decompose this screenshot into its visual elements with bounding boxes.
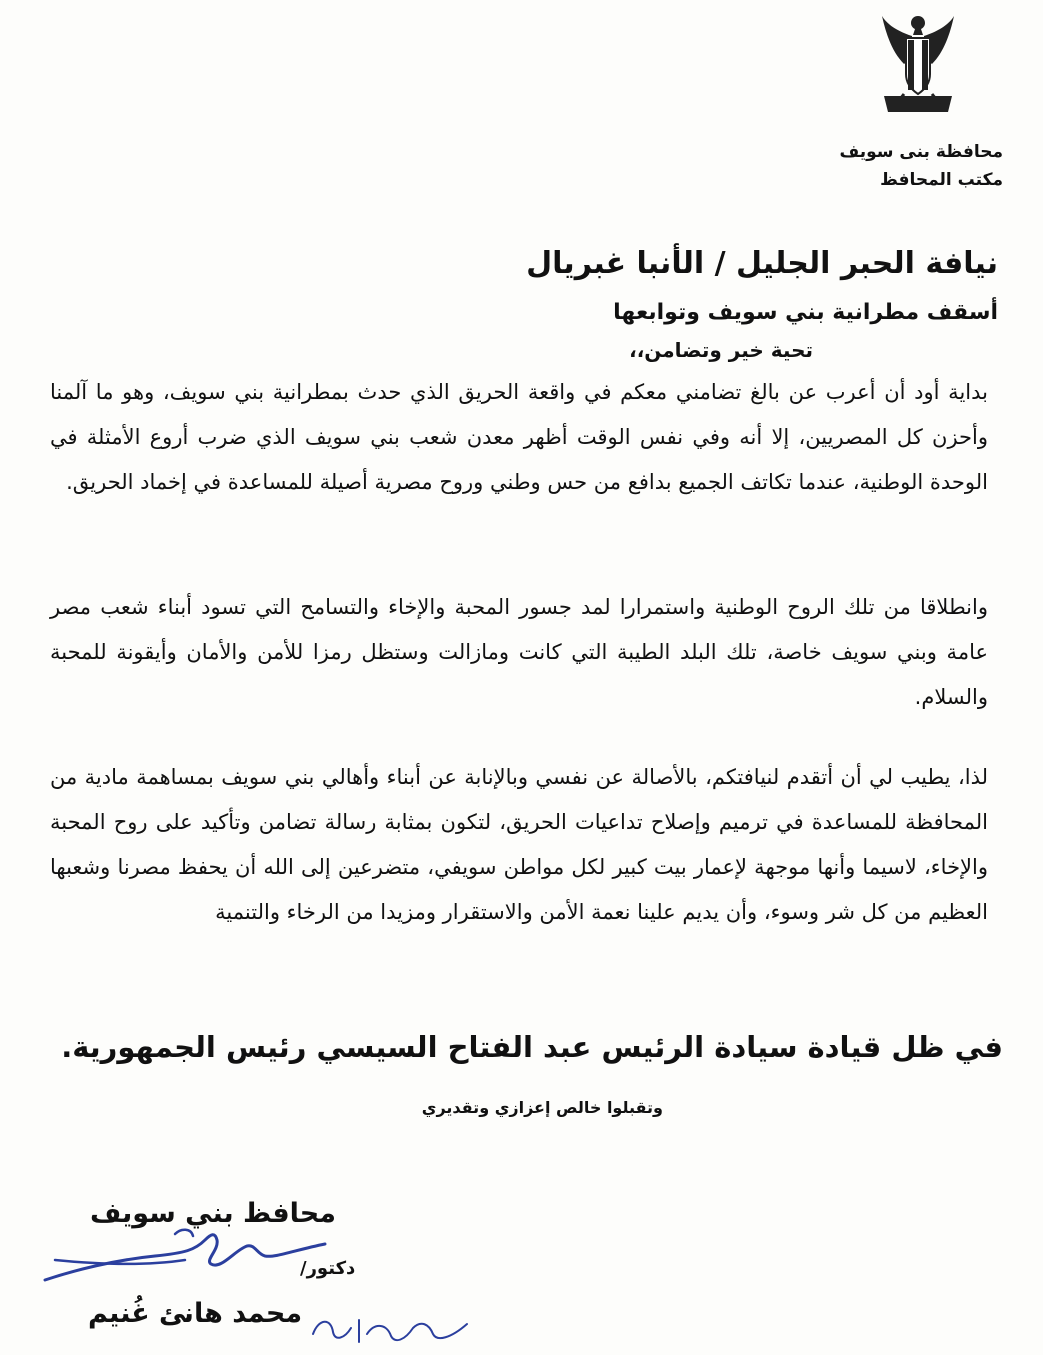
office-name: مكتب المحافظ [880,170,1003,190]
greeting: تحية خير وتضامن،، [629,338,813,362]
letterhead [839,138,1003,194]
body-paragraph-2: وانطلاقا من تلك الروح الوطنية واستمرارا لمد جسور المحبة والإخاء والتسامح التي تسود أبناء شعب مصر عامة وبني سويف خاصة، تلك البلد الطيبة التي كانت ومازالت وستظل رمزا للأمن والأمان وأيقونة للمحبة والسلام. [50,595,988,709]
signatory-name: محمد هانئ غُنيم [88,1298,303,1329]
closing-statement: في ظل قيادة سيادة الرئيس عبد الفتاح السيسي رئيس الجمهورية. [61,1030,1003,1064]
handwritten-note [305,1298,475,1353]
body-paragraph-3: لذا، يطيب لي أن أتقدم لنيافتكم، بالأصالة عن نفسي وبالإنابة عن أبناء وأهالي بني سويف بمساهمة مادية من المحافظة للمساعدة في ترميم وإصلاح تداعيات الحريق، لتكون بمثابة رسالة تضامن وتأكيد على روح المحبة والإخاء، لاسيما وأنها موجهة لإعمار بيت كبير لكل مواطن سويفي، متضرعين إلى الله أن يحفظ مصرنا وشعبها العظيم من كل شر وسوء، وأن يديم علينا نعمة الأمن والاستقرار ومزيدا من الرخاء والتنمية [50,765,988,924]
regards-line: وتقبلوا خالص إعزازي وتقديري [421,1098,663,1117]
eagle-coat-of-arms-icon [878,8,958,118]
governorate-name: محافظة بنى سويف [839,142,1003,162]
signatory-title: محافظ بني سويف [90,1198,336,1229]
handwritten-signature [35,1220,335,1300]
body-paragraph-1: بداية أود أن أعرب عن بالغ تضامني معكم في واقعة الحريق الذي حدث بمطرانية بني سويف، وهو ما آلمنا وأحزن كل المصريين، إلا أنه وفي نفس الوقت أظهر معدن شعب بني سويف الذي ضرب أروع الأمثلة في الوحدة الوطنية، عندما تكاتف الجميع بدافع من حس وطني وروح مصرية أصيلة للمساعدة في إخماد الحريق. [50,380,988,494]
addressee-title: نيافة الحبر الجليل / الأنبا غبريال [526,246,998,281]
addressee-position: أسقف مطرانية بني سويف وتوابعها [613,300,998,325]
signatory-prefix: دكتور/ [300,1258,356,1279]
